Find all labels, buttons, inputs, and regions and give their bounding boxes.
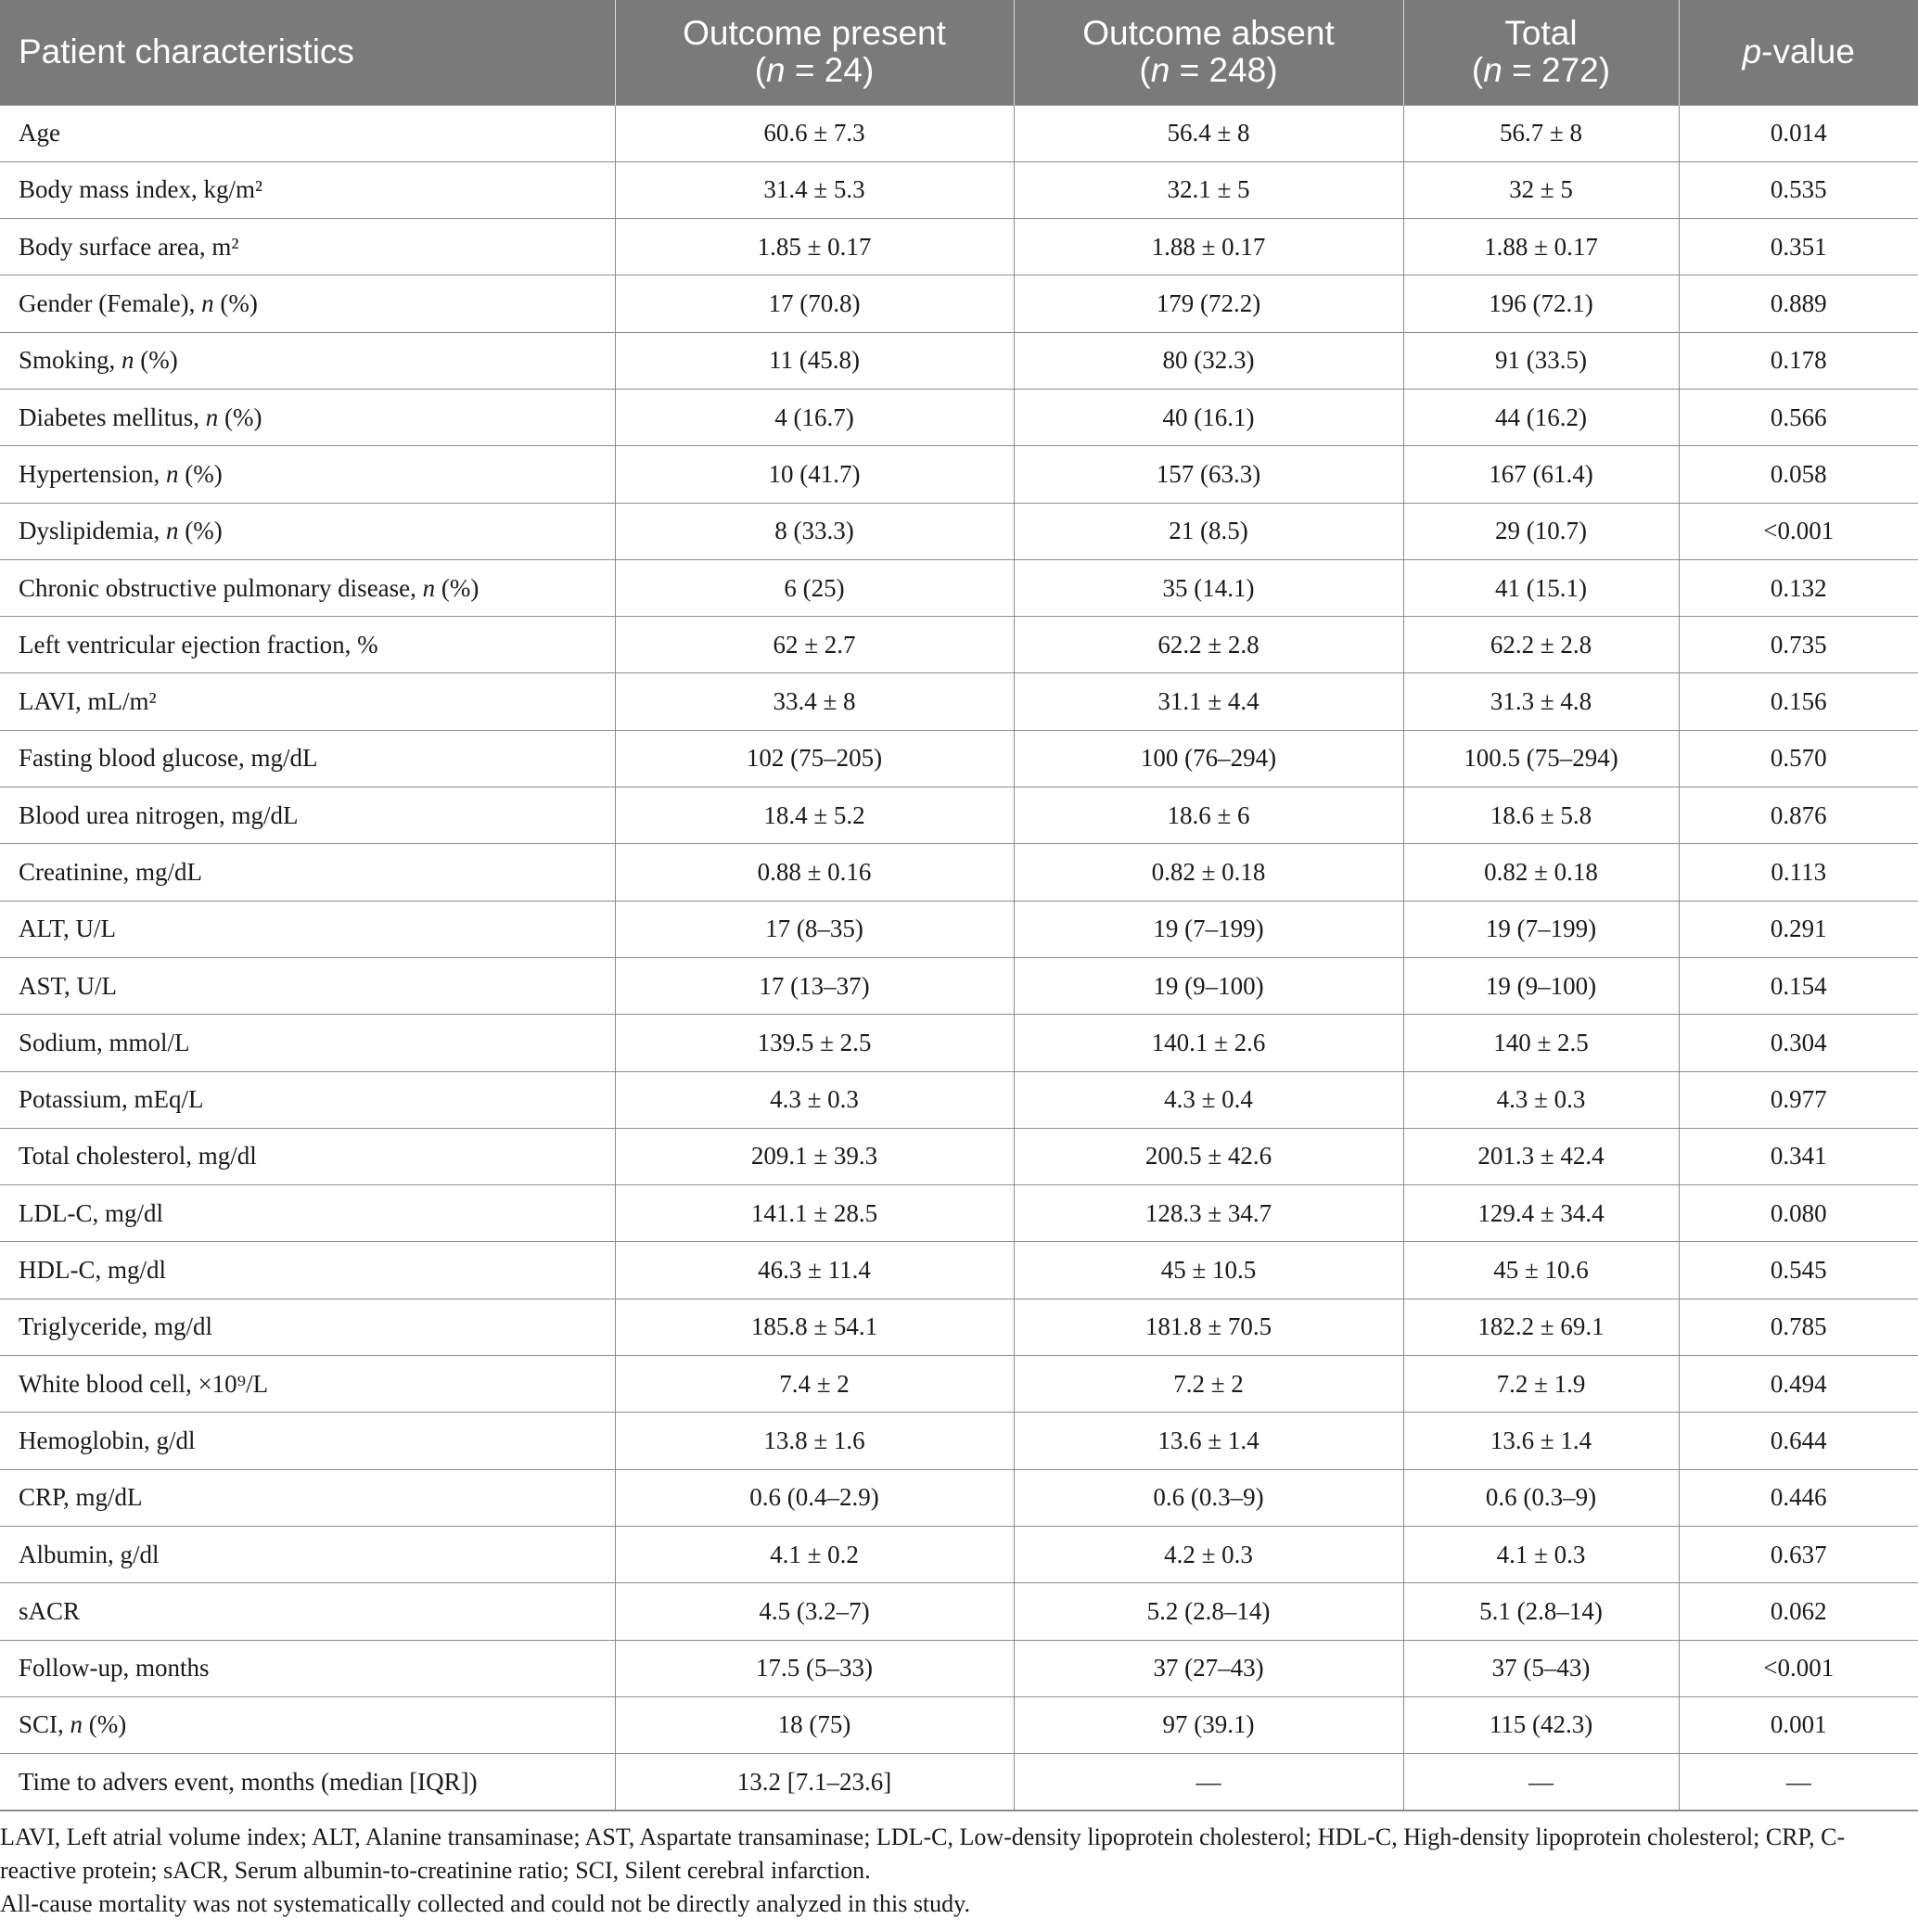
cell-outcome-present: 1.85 ± 0.17 <box>615 219 1014 275</box>
cell-outcome-absent: 40 (16.1) <box>1014 389 1403 445</box>
cell-outcome-absent: 32.1 ± 5 <box>1014 161 1403 218</box>
cell-characteristic: SCI, n (%) <box>0 1696 615 1753</box>
cell-outcome-absent: 80 (32.3) <box>1014 332 1403 389</box>
cell-outcome-absent: 35 (14.1) <box>1014 559 1403 616</box>
table-row <box>0 901 1918 957</box>
header-outcome-present: Outcome present (n = 24) <box>615 0 1014 105</box>
cell-outcome-present: 0.88 ± 0.16 <box>615 844 1014 901</box>
cell-characteristic: Hemoglobin, g/dl <box>0 1413 615 1469</box>
table-row <box>0 389 1918 445</box>
cell-total: 32 ± 5 <box>1403 161 1679 218</box>
cell-outcome-absent: 181.8 ± 70.5 <box>1014 1299 1403 1355</box>
cell-total: 5.1 (2.8–14) <box>1403 1583 1679 1640</box>
cell-outcome-present: 0.6 (0.4–2.9) <box>615 1469 1014 1526</box>
cell-total: 1.88 ± 0.17 <box>1403 219 1679 275</box>
cell-p-value: 0.132 <box>1679 559 1918 616</box>
cell-total: 0.82 ± 0.18 <box>1403 844 1679 901</box>
table-body <box>0 105 1918 1810</box>
cell-characteristic: Time to advers event, months (median [IQR]) <box>0 1754 615 1810</box>
cell-outcome-present: 4 (16.7) <box>615 389 1014 445</box>
cell-outcome-absent: 1.88 ± 0.17 <box>1014 219 1403 275</box>
cell-outcome-absent: 0.82 ± 0.18 <box>1014 844 1403 901</box>
cell-outcome-present: 17.5 (5–33) <box>615 1640 1014 1696</box>
cell-p-value: 0.341 <box>1679 1128 1918 1184</box>
cell-outcome-present: 10 (41.7) <box>615 446 1014 503</box>
cell-outcome-absent: 100 (76–294) <box>1014 730 1403 787</box>
cell-outcome-present: 13.2 [7.1–23.6] <box>615 1754 1014 1810</box>
table-row <box>0 1071 1918 1128</box>
cell-outcome-absent: 179 (72.2) <box>1014 275 1403 332</box>
cell-characteristic: Triglyceride, mg/dl <box>0 1299 615 1355</box>
cell-total: 4.1 ± 0.3 <box>1403 1526 1679 1582</box>
cell-p-value: 0.494 <box>1679 1356 1918 1413</box>
cell-p-value: 0.058 <box>1679 446 1918 503</box>
cell-p-value: 0.080 <box>1679 1185 1918 1242</box>
cell-outcome-absent: 13.6 ± 1.4 <box>1014 1413 1403 1469</box>
mortality-footnote: All-cause mortality was not systematically collected and could not be directly analyzed in this study. <box>0 1889 970 1917</box>
cell-p-value: 0.644 <box>1679 1413 1918 1469</box>
cell-outcome-present: 62 ± 2.7 <box>615 617 1014 673</box>
header-n-total: (n = 272) <box>1471 51 1611 90</box>
cell-p-value: 0.889 <box>1679 275 1918 332</box>
cell-outcome-absent: 19 (9–100) <box>1014 957 1403 1014</box>
cell-characteristic: Potassium, mEq/L <box>0 1071 615 1128</box>
cell-total: 4.3 ± 0.3 <box>1403 1071 1679 1128</box>
table-row <box>0 1526 1918 1582</box>
cell-p-value: 0.535 <box>1679 161 1918 218</box>
cell-characteristic: LAVI, mL/m² <box>0 673 615 730</box>
cell-outcome-present: 18 (75) <box>615 1696 1014 1753</box>
cell-total: 37 (5–43) <box>1403 1640 1679 1696</box>
table-row <box>0 503 1918 559</box>
cell-p-value: 0.977 <box>1679 1071 1918 1128</box>
table-row <box>0 446 1918 503</box>
cell-outcome-present: 13.8 ± 1.6 <box>615 1413 1014 1469</box>
cell-outcome-present: 4.3 ± 0.3 <box>615 1071 1014 1128</box>
cell-p-value: 0.062 <box>1679 1583 1918 1640</box>
cell-outcome-present: 11 (45.8) <box>615 332 1014 389</box>
table-row <box>0 1754 1918 1810</box>
cell-outcome-present: 4.5 (3.2–7) <box>615 1583 1014 1640</box>
table-row <box>0 1242 1918 1299</box>
cell-outcome-absent: 157 (63.3) <box>1014 446 1403 503</box>
cell-total: 19 (7–199) <box>1403 901 1679 957</box>
table-row <box>0 673 1918 730</box>
cell-p-value: 0.876 <box>1679 787 1918 844</box>
cell-total: 29 (10.7) <box>1403 503 1679 559</box>
table-row <box>0 559 1918 616</box>
cell-total: 115 (42.3) <box>1403 1696 1679 1753</box>
cell-total: 56.7 ± 8 <box>1403 105 1679 161</box>
cell-p-value: 0.446 <box>1679 1469 1918 1526</box>
cell-outcome-present: 209.1 ± 39.3 <box>615 1128 1014 1184</box>
cell-total: 13.6 ± 1.4 <box>1403 1413 1679 1469</box>
cell-outcome-present: 8 (33.3) <box>615 503 1014 559</box>
cell-outcome-absent: 18.6 ± 6 <box>1014 787 1403 844</box>
cell-characteristic: HDL-C, mg/dl <box>0 1242 615 1299</box>
cell-characteristic: Smoking, n (%) <box>0 332 615 389</box>
cell-total: 31.3 ± 4.8 <box>1403 673 1679 730</box>
cell-outcome-present: 18.4 ± 5.2 <box>615 787 1014 844</box>
cell-characteristic: Sodium, mmol/L <box>0 1015 615 1071</box>
cell-p-value: 0.351 <box>1679 219 1918 275</box>
cell-total: 167 (61.4) <box>1403 446 1679 503</box>
cell-outcome-absent: 31.1 ± 4.4 <box>1014 673 1403 730</box>
cell-characteristic: CRP, mg/dL <box>0 1469 615 1526</box>
table-row <box>0 1413 1918 1469</box>
cell-characteristic: LDL-C, mg/dl <box>0 1185 615 1242</box>
cell-p-value: <0.001 <box>1679 503 1918 559</box>
table-row <box>0 1299 1918 1355</box>
cell-total: 196 (72.1) <box>1403 275 1679 332</box>
table-row <box>0 1015 1918 1071</box>
header-n-absent: (n = 248) <box>1139 51 1278 90</box>
cell-outcome-absent: 4.2 ± 0.3 <box>1014 1526 1403 1582</box>
cell-characteristic: Follow-up, months <box>0 1640 615 1696</box>
cell-characteristic: Creatinine, mg/dL <box>0 844 615 901</box>
cell-characteristic: ALT, U/L <box>0 901 615 957</box>
cell-characteristic: Albumin, g/dl <box>0 1526 615 1582</box>
cell-p-value: 0.566 <box>1679 389 1918 445</box>
cell-outcome-absent: 0.6 (0.3–9) <box>1014 1469 1403 1526</box>
cell-outcome-present: 4.1 ± 0.2 <box>615 1526 1014 1582</box>
cell-outcome-present: 6 (25) <box>615 559 1014 616</box>
cell-outcome-present: 31.4 ± 5.3 <box>615 161 1014 218</box>
header-outcome-absent: Outcome absent (n = 248) <box>1014 0 1403 105</box>
cell-outcome-absent: 140.1 ± 2.6 <box>1014 1015 1403 1071</box>
cell-total: 7.2 ± 1.9 <box>1403 1356 1679 1413</box>
cell-total: 129.4 ± 34.4 <box>1403 1185 1679 1242</box>
cell-total: 201.3 ± 42.4 <box>1403 1128 1679 1184</box>
header-p-value: p-value <box>1679 0 1918 105</box>
cell-p-value: <0.001 <box>1679 1640 1918 1696</box>
cell-p-value: 0.637 <box>1679 1526 1918 1582</box>
header-n-present: (n = 24) <box>754 51 875 90</box>
table-row <box>0 787 1918 844</box>
cell-p-value: 0.113 <box>1679 844 1918 901</box>
cell-outcome-absent: 37 (27–43) <box>1014 1640 1403 1696</box>
cell-characteristic: Total cholesterol, mg/dl <box>0 1128 615 1184</box>
table-row <box>0 730 1918 787</box>
table-row <box>0 844 1918 901</box>
table-row <box>0 275 1918 332</box>
table-row <box>0 332 1918 389</box>
cell-total: 100.5 (75–294) <box>1403 730 1679 787</box>
cell-outcome-present: 17 (70.8) <box>615 275 1014 332</box>
cell-p-value: — <box>1679 1754 1918 1810</box>
cell-outcome-present: 141.1 ± 28.5 <box>615 1185 1014 1242</box>
header-row <box>0 0 1918 105</box>
cell-p-value: 0.304 <box>1679 1015 1918 1071</box>
cell-p-value: 0.735 <box>1679 617 1918 673</box>
cell-outcome-absent: 128.3 ± 34.7 <box>1014 1185 1403 1242</box>
cell-p-value: 0.001 <box>1679 1696 1918 1753</box>
cell-outcome-absent: 97 (39.1) <box>1014 1696 1403 1753</box>
table-row <box>0 617 1918 673</box>
table-row <box>0 105 1918 161</box>
cell-characteristic: Body mass index, kg/m² <box>0 161 615 218</box>
table-row <box>0 1128 1918 1184</box>
cell-total: — <box>1403 1754 1679 1810</box>
cell-p-value: 0.156 <box>1679 673 1918 730</box>
cell-characteristic: Left ventricular ejection fraction, % <box>0 617 615 673</box>
cell-characteristic: Gender (Female), n (%) <box>0 275 615 332</box>
cell-outcome-present: 7.4 ± 2 <box>615 1356 1014 1413</box>
cell-p-value: 0.291 <box>1679 901 1918 957</box>
cell-outcome-absent: 4.3 ± 0.4 <box>1014 1071 1403 1128</box>
cell-p-value: 0.154 <box>1679 957 1918 1014</box>
cell-characteristic: Body surface area, m² <box>0 219 615 275</box>
cell-characteristic: White blood cell, ×10⁹/L <box>0 1356 615 1413</box>
table-row <box>0 1469 1918 1526</box>
table-row <box>0 161 1918 218</box>
cell-p-value: 0.570 <box>1679 730 1918 787</box>
cell-p-value: 0.178 <box>1679 332 1918 389</box>
cell-total: 45 ± 10.6 <box>1403 1242 1679 1299</box>
cell-outcome-present: 33.4 ± 8 <box>615 673 1014 730</box>
cell-total: 140 ± 2.5 <box>1403 1015 1679 1071</box>
cell-p-value: 0.014 <box>1679 105 1918 161</box>
cell-outcome-absent: 19 (7–199) <box>1014 901 1403 957</box>
cell-outcome-absent: 7.2 ± 2 <box>1014 1356 1403 1413</box>
header-total: Total (n = 272) <box>1403 0 1679 105</box>
abbreviations-footnote: LAVI, Left atrial volume index; ALT, Alanine transaminase; AST, Aspartate transaminase; LDL-C, Low-density lipoprotein cholesterol; HDL-C, High-density lipoprotein cholesterol; CRP, C-reactive protein; sACR, Serum albumin-to-creatinine ratio; SCI, Silent cerebral infarction. <box>0 1823 1846 1884</box>
cell-outcome-present: 17 (8–35) <box>615 901 1014 957</box>
cell-p-value: 0.785 <box>1679 1299 1918 1355</box>
cell-total: 41 (15.1) <box>1403 559 1679 616</box>
table-footnotes <box>0 1811 1918 1921</box>
cell-outcome-present: 102 (75–205) <box>615 730 1014 787</box>
cell-outcome-present: 139.5 ± 2.5 <box>615 1015 1014 1071</box>
cell-characteristic: Age <box>0 105 615 161</box>
cell-total: 182.2 ± 69.1 <box>1403 1299 1679 1355</box>
cell-characteristic: Hypertension, n (%) <box>0 446 615 503</box>
table-row <box>0 1356 1918 1413</box>
cell-characteristic: Dyslipidemia, n (%) <box>0 503 615 559</box>
cell-outcome-absent: 21 (8.5) <box>1014 503 1403 559</box>
cell-characteristic: Diabetes mellitus, n (%) <box>0 389 615 445</box>
table-row <box>0 1696 1918 1753</box>
cell-total: 18.6 ± 5.8 <box>1403 787 1679 844</box>
cell-characteristic: Chronic obstructive pulmonary disease, n (%) <box>0 559 615 616</box>
table-row <box>0 219 1918 275</box>
header-patient-characteristics: Patient characteristics <box>0 0 615 105</box>
table-row <box>0 1185 1918 1242</box>
cell-outcome-absent: 56.4 ± 8 <box>1014 105 1403 161</box>
cell-total: 62.2 ± 2.8 <box>1403 617 1679 673</box>
cell-characteristic: sACR <box>0 1583 615 1640</box>
cell-p-value: 0.545 <box>1679 1242 1918 1299</box>
table-row <box>0 1583 1918 1640</box>
cell-characteristic: Fasting blood glucose, mg/dL <box>0 730 615 787</box>
cell-total: 0.6 (0.3–9) <box>1403 1469 1679 1526</box>
cell-total: 91 (33.5) <box>1403 332 1679 389</box>
cell-outcome-absent: 45 ± 10.5 <box>1014 1242 1403 1299</box>
cell-characteristic: Blood urea nitrogen, mg/dL <box>0 787 615 844</box>
cell-outcome-present: 46.3 ± 11.4 <box>615 1242 1014 1299</box>
cell-outcome-present: 17 (13–37) <box>615 957 1014 1014</box>
cell-outcome-absent: 62.2 ± 2.8 <box>1014 617 1403 673</box>
table-row <box>0 957 1918 1014</box>
cell-total: 44 (16.2) <box>1403 389 1679 445</box>
cell-outcome-present: 60.6 ± 7.3 <box>615 105 1014 161</box>
cell-outcome-absent: 200.5 ± 42.6 <box>1014 1128 1403 1184</box>
cell-characteristic: AST, U/L <box>0 957 615 1014</box>
cell-total: 19 (9–100) <box>1403 957 1679 1014</box>
cell-outcome-absent: — <box>1014 1754 1403 1810</box>
table-row <box>0 1640 1918 1696</box>
cell-outcome-present: 185.8 ± 54.1 <box>615 1299 1014 1355</box>
cell-outcome-absent: 5.2 (2.8–14) <box>1014 1583 1403 1640</box>
